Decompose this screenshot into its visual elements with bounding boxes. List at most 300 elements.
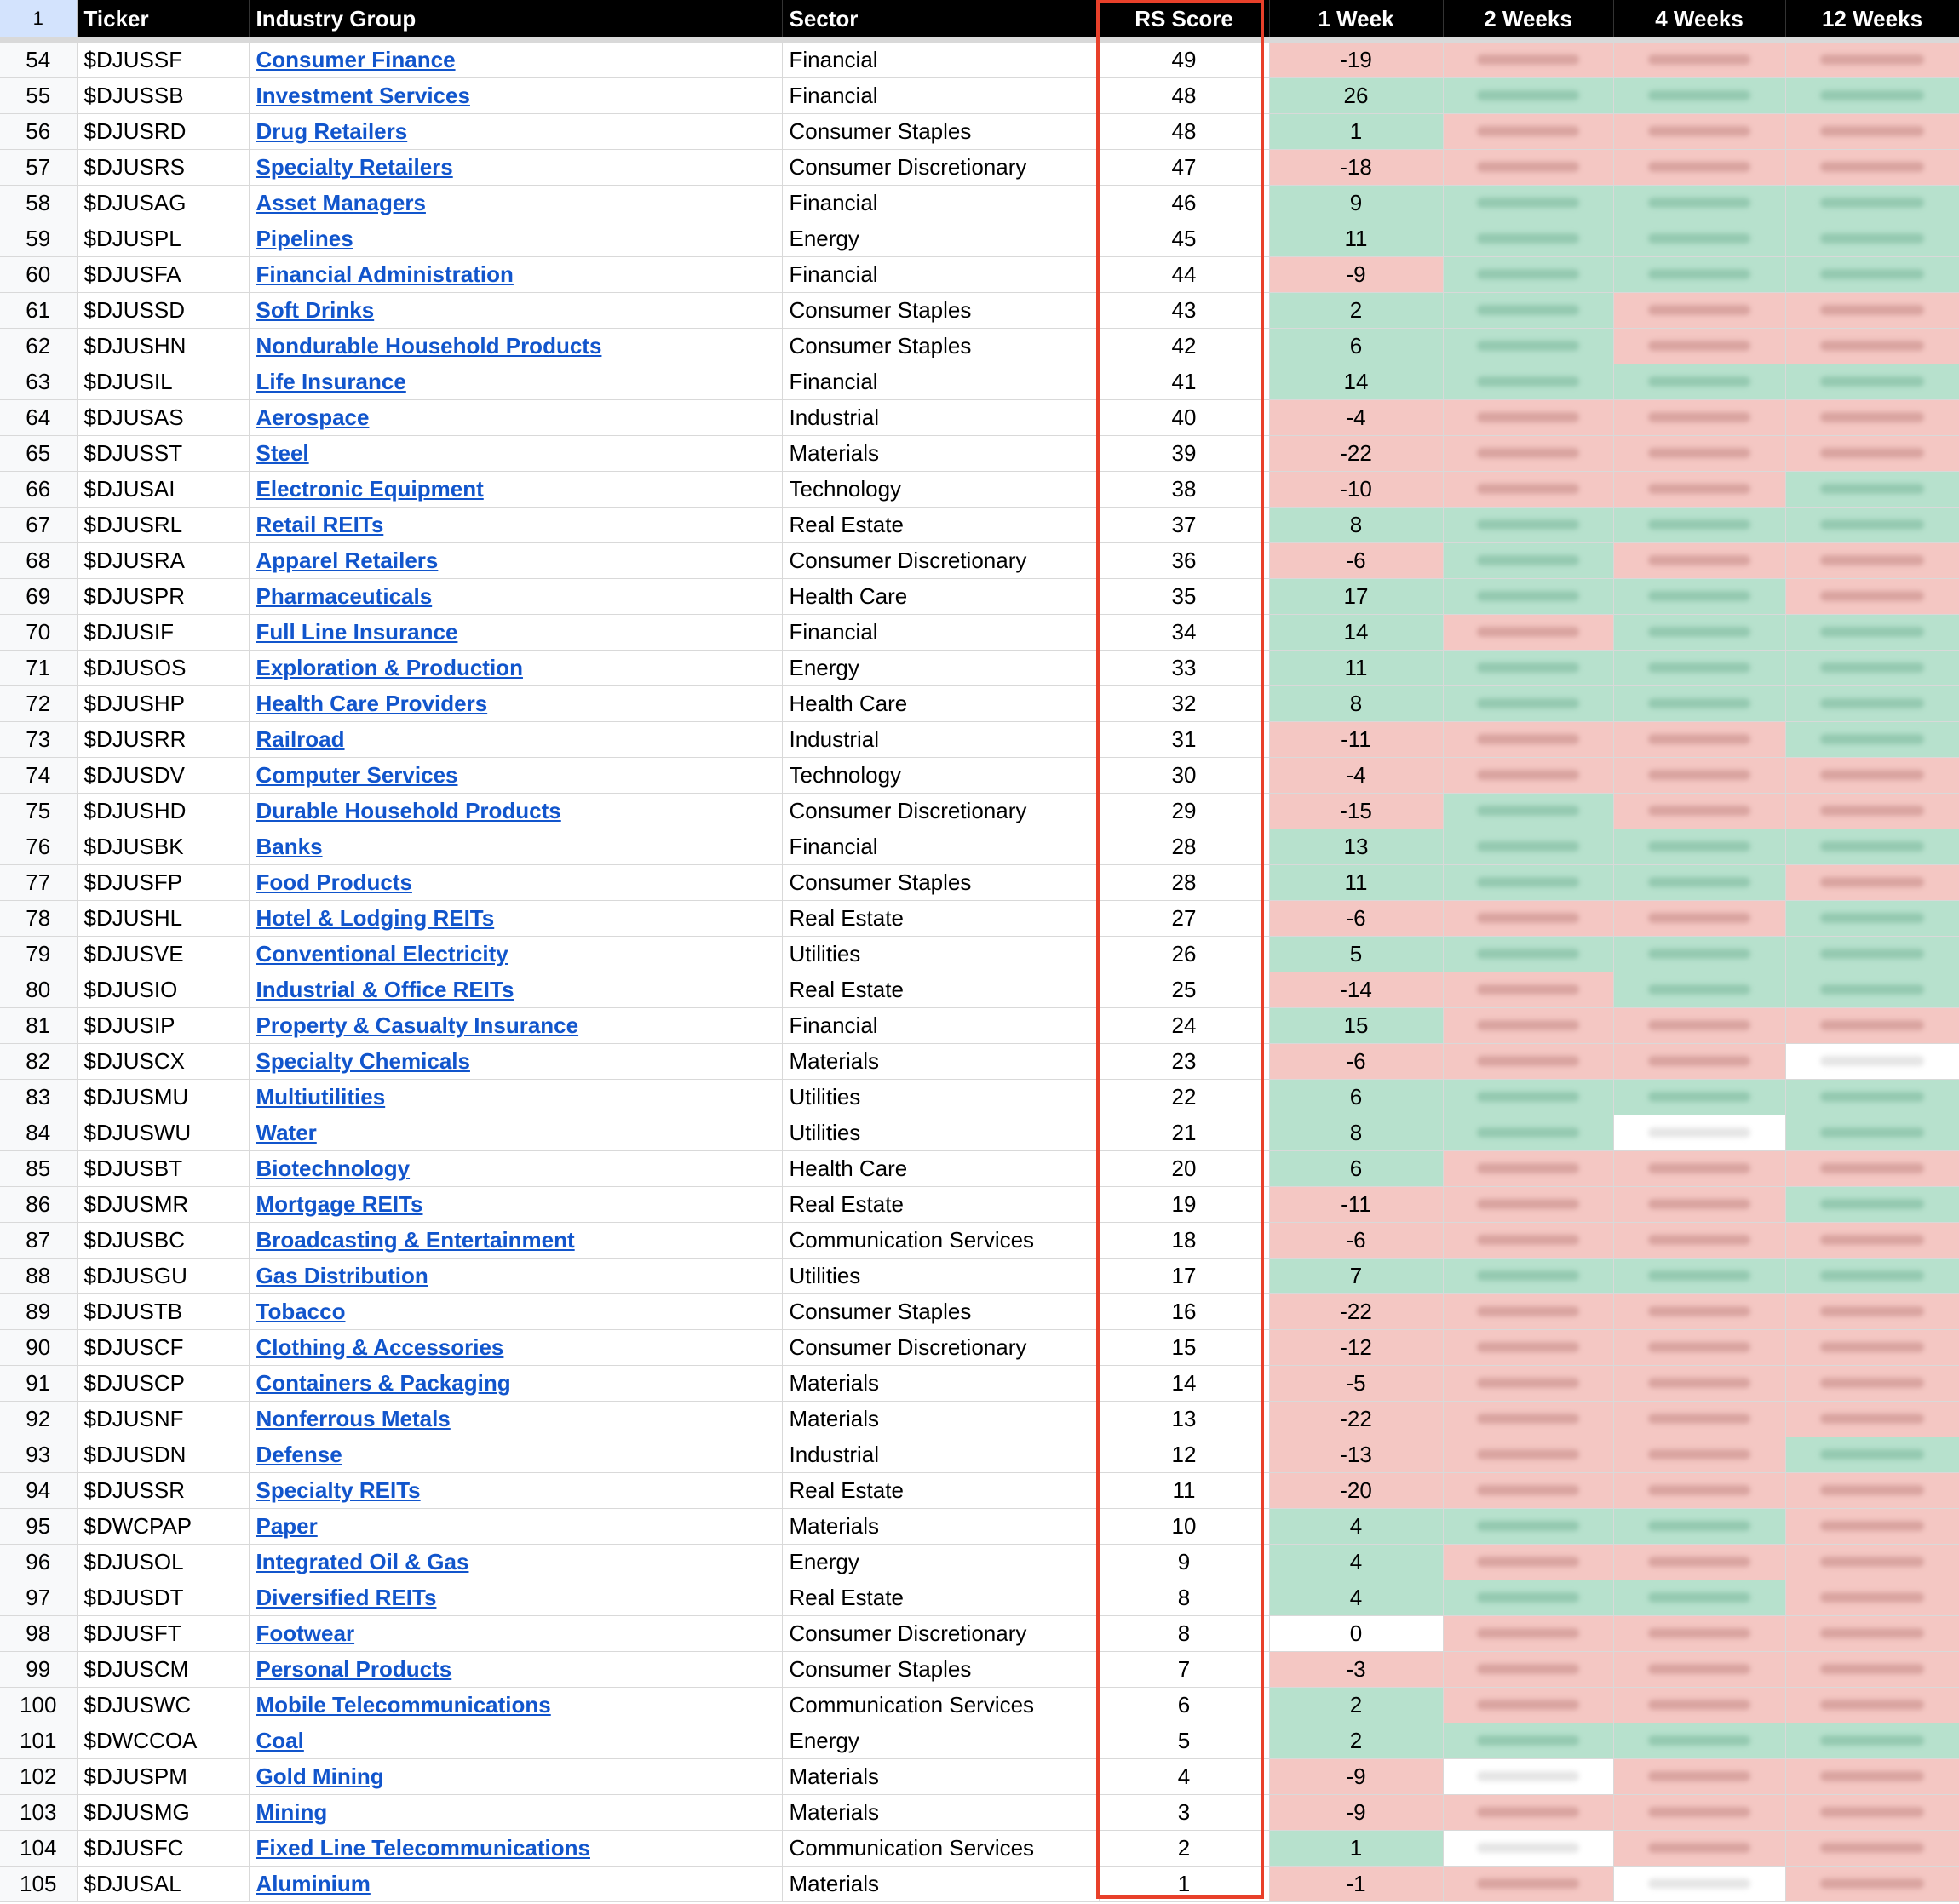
one-week-change-cell[interactable]: 1 <box>1269 1831 1443 1867</box>
one-week-change-cell[interactable]: 1 <box>1269 114 1443 150</box>
ticker-cell[interactable]: $DJUSST <box>77 436 249 472</box>
row-number[interactable]: 61 <box>0 293 77 329</box>
row-number[interactable]: 69 <box>0 579 77 615</box>
industry-group-link[interactable]: Nondurable Household Products <box>256 333 602 358</box>
industry-group-link[interactable]: Personal Products <box>256 1656 452 1682</box>
one-week-change-cell[interactable]: -18 <box>1269 150 1443 186</box>
table-row[interactable] <box>0 1509 1959 1545</box>
four-weeks-blurred-cell[interactable] <box>1613 293 1785 329</box>
two-weeks-blurred-cell[interactable] <box>1443 1831 1613 1867</box>
one-week-change-cell[interactable]: 5 <box>1269 937 1443 972</box>
one-week-change-cell[interactable]: 2 <box>1269 1723 1443 1759</box>
one-week-change-cell[interactable]: 4 <box>1269 1545 1443 1580</box>
two-weeks-blurred-cell[interactable] <box>1443 686 1613 722</box>
rs-score-cell[interactable]: 8 <box>1099 1580 1269 1616</box>
ticker-cell[interactable]: $DJUSFP <box>77 865 249 901</box>
row-number[interactable]: 79 <box>0 937 77 972</box>
industry-group-cell[interactable] <box>249 329 782 364</box>
industry-group-link[interactable]: Mobile Telecommunications <box>256 1692 551 1718</box>
sector-cell[interactable]: Materials <box>782 1509 1099 1545</box>
row-number[interactable]: 72 <box>0 686 77 722</box>
sector-cell[interactable]: Financial <box>782 186 1099 221</box>
four-weeks-blurred-cell[interactable] <box>1613 329 1785 364</box>
two-weeks-blurred-cell[interactable] <box>1443 901 1613 937</box>
table-row[interactable] <box>0 1795 1959 1831</box>
rs-score-cell[interactable]: 21 <box>1099 1115 1269 1151</box>
two-weeks-blurred-cell[interactable] <box>1443 1759 1613 1795</box>
sector-cell[interactable]: Energy <box>782 1723 1099 1759</box>
industry-group-link[interactable]: Water <box>256 1120 317 1145</box>
header-row-number[interactable]: 1 <box>0 0 77 37</box>
sector-cell[interactable]: Health Care <box>782 686 1099 722</box>
ticker-cell[interactable]: $DJUSPR <box>77 579 249 615</box>
row-number[interactable]: 85 <box>0 1151 77 1187</box>
header-ticker[interactable]: Ticker <box>77 0 249 37</box>
rs-score-cell[interactable]: 28 <box>1099 829 1269 865</box>
four-weeks-blurred-cell[interactable] <box>1613 579 1785 615</box>
two-weeks-blurred-cell[interactable] <box>1443 329 1613 364</box>
header-sector[interactable]: Sector <box>782 0 1099 37</box>
rs-score-cell[interactable]: 7 <box>1099 1652 1269 1688</box>
four-weeks-blurred-cell[interactable] <box>1613 1759 1785 1795</box>
rs-score-cell[interactable]: 9 <box>1099 1545 1269 1580</box>
ticker-cell[interactable]: $DJUSSR <box>77 1473 249 1509</box>
twelve-weeks-blurred-cell[interactable] <box>1785 794 1959 829</box>
sector-cell[interactable]: Energy <box>782 221 1099 257</box>
two-weeks-blurred-cell[interactable] <box>1443 1723 1613 1759</box>
row-number[interactable]: 65 <box>0 436 77 472</box>
table-row[interactable] <box>0 794 1959 829</box>
twelve-weeks-blurred-cell[interactable] <box>1785 1473 1959 1509</box>
one-week-change-cell[interactable]: -22 <box>1269 1402 1443 1437</box>
two-weeks-blurred-cell[interactable] <box>1443 579 1613 615</box>
table-row[interactable] <box>0 543 1959 579</box>
two-weeks-blurred-cell[interactable] <box>1443 257 1613 293</box>
rs-score-cell[interactable]: 1 <box>1099 1867 1269 1902</box>
row-number[interactable]: 56 <box>0 114 77 150</box>
rs-score-cell[interactable]: 26 <box>1099 937 1269 972</box>
twelve-weeks-blurred-cell[interactable] <box>1785 1580 1959 1616</box>
industry-group-link[interactable]: Life Insurance <box>256 369 406 394</box>
industry-group-link[interactable]: Gas Distribution <box>256 1263 428 1288</box>
four-weeks-blurred-cell[interactable] <box>1613 937 1785 972</box>
industry-group-cell[interactable] <box>249 78 782 114</box>
rs-score-cell[interactable]: 29 <box>1099 794 1269 829</box>
industry-group-cell[interactable] <box>249 686 782 722</box>
one-week-change-cell[interactable]: 8 <box>1269 508 1443 543</box>
two-weeks-blurred-cell[interactable] <box>1443 364 1613 400</box>
row-number[interactable]: 55 <box>0 78 77 114</box>
industry-group-link[interactable]: Multiutilities <box>256 1084 386 1110</box>
row-number[interactable]: 78 <box>0 901 77 937</box>
four-weeks-blurred-cell[interactable] <box>1613 257 1785 293</box>
industry-group-link[interactable]: Drug Retailers <box>256 118 408 144</box>
industry-group-link[interactable]: Integrated Oil & Gas <box>256 1549 469 1574</box>
header-2-weeks[interactable]: 2 Weeks <box>1443 0 1613 37</box>
rs-score-cell[interactable]: 48 <box>1099 78 1269 114</box>
row-number[interactable]: 95 <box>0 1509 77 1545</box>
table-row[interactable] <box>0 508 1959 543</box>
two-weeks-blurred-cell[interactable] <box>1443 508 1613 543</box>
four-weeks-blurred-cell[interactable] <box>1613 1473 1785 1509</box>
one-week-change-cell[interactable]: -3 <box>1269 1652 1443 1688</box>
row-number[interactable]: 104 <box>0 1831 77 1867</box>
one-week-change-cell[interactable]: -19 <box>1269 43 1443 78</box>
sector-cell[interactable]: Communication Services <box>782 1223 1099 1259</box>
rs-score-cell[interactable]: 3 <box>1099 1795 1269 1831</box>
industry-group-link[interactable]: Exploration & Production <box>256 655 523 680</box>
four-weeks-blurred-cell[interactable] <box>1613 1080 1785 1115</box>
industry-group-cell[interactable] <box>249 1723 782 1759</box>
two-weeks-blurred-cell[interactable] <box>1443 436 1613 472</box>
twelve-weeks-blurred-cell[interactable] <box>1785 615 1959 651</box>
two-weeks-blurred-cell[interactable] <box>1443 1008 1613 1044</box>
table-row[interactable] <box>0 865 1959 901</box>
sector-cell[interactable]: Real Estate <box>782 1473 1099 1509</box>
industry-group-cell[interactable] <box>249 1473 782 1509</box>
sector-cell[interactable]: Energy <box>782 651 1099 686</box>
industry-group-cell[interactable] <box>249 651 782 686</box>
four-weeks-blurred-cell[interactable] <box>1613 1867 1785 1902</box>
two-weeks-blurred-cell[interactable] <box>1443 43 1613 78</box>
table-row[interactable] <box>0 829 1959 865</box>
table-row[interactable] <box>0 257 1959 293</box>
header-12-weeks[interactable]: 12 Weeks <box>1785 0 1959 37</box>
four-weeks-blurred-cell[interactable] <box>1613 221 1785 257</box>
sector-cell[interactable]: Financial <box>782 829 1099 865</box>
ticker-cell[interactable]: $DJUSPL <box>77 221 249 257</box>
ticker-cell[interactable]: $DJUSNF <box>77 1402 249 1437</box>
twelve-weeks-blurred-cell[interactable] <box>1785 758 1959 794</box>
ticker-cell[interactable]: $DJUSIF <box>77 615 249 651</box>
ticker-cell[interactable]: $DJUSIO <box>77 972 249 1008</box>
two-weeks-blurred-cell[interactable] <box>1443 221 1613 257</box>
table-row[interactable] <box>0 1402 1959 1437</box>
sector-cell[interactable]: Real Estate <box>782 508 1099 543</box>
twelve-weeks-blurred-cell[interactable] <box>1785 293 1959 329</box>
table-row[interactable] <box>0 1831 1959 1867</box>
table-row[interactable] <box>0 722 1959 758</box>
industry-group-link[interactable]: Investment Services <box>256 83 470 108</box>
industry-group-link[interactable]: Specialty Retailers <box>256 154 453 180</box>
four-weeks-blurred-cell[interactable] <box>1613 651 1785 686</box>
twelve-weeks-blurred-cell[interactable] <box>1785 1402 1959 1437</box>
industry-group-link[interactable]: Clothing & Accessories <box>256 1334 504 1360</box>
ticker-cell[interactable]: $DJUSCP <box>77 1366 249 1402</box>
one-week-change-cell[interactable]: 14 <box>1269 615 1443 651</box>
twelve-weeks-blurred-cell[interactable] <box>1785 1688 1959 1723</box>
ticker-cell[interactable]: $DJUSSB <box>77 78 249 114</box>
twelve-weeks-blurred-cell[interactable] <box>1785 436 1959 472</box>
sector-cell[interactable]: Real Estate <box>782 901 1099 937</box>
ticker-cell[interactable]: $DJUSCM <box>77 1652 249 1688</box>
industry-group-link[interactable]: Soft Drinks <box>256 297 375 323</box>
industry-group-cell[interactable] <box>249 1795 782 1831</box>
four-weeks-blurred-cell[interactable] <box>1613 186 1785 221</box>
table-row[interactable] <box>0 1044 1959 1080</box>
two-weeks-blurred-cell[interactable] <box>1443 293 1613 329</box>
industry-group-cell[interactable] <box>249 293 782 329</box>
four-weeks-blurred-cell[interactable] <box>1613 1366 1785 1402</box>
table-row[interactable] <box>0 364 1959 400</box>
sector-cell[interactable]: Real Estate <box>782 1580 1099 1616</box>
industry-group-cell[interactable] <box>249 1330 782 1366</box>
two-weeks-blurred-cell[interactable] <box>1443 1187 1613 1223</box>
two-weeks-blurred-cell[interactable] <box>1443 1545 1613 1580</box>
header-1-week[interactable]: 1 Week <box>1269 0 1443 37</box>
four-weeks-blurred-cell[interactable] <box>1613 436 1785 472</box>
one-week-change-cell[interactable]: -13 <box>1269 1437 1443 1473</box>
table-row[interactable] <box>0 579 1959 615</box>
row-number[interactable]: 58 <box>0 186 77 221</box>
rs-score-cell[interactable]: 5 <box>1099 1723 1269 1759</box>
ticker-cell[interactable]: $DJUSWU <box>77 1115 249 1151</box>
ticker-cell[interactable]: $DJUSVE <box>77 937 249 972</box>
sector-cell[interactable]: Consumer Discretionary <box>782 543 1099 579</box>
ticker-cell[interactable]: $DJUSOL <box>77 1545 249 1580</box>
one-week-change-cell[interactable]: 11 <box>1269 865 1443 901</box>
table-row[interactable] <box>0 1187 1959 1223</box>
table-row[interactable] <box>0 615 1959 651</box>
ticker-cell[interactable]: $DJUSHD <box>77 794 249 829</box>
rs-score-cell[interactable]: 30 <box>1099 758 1269 794</box>
rs-score-cell[interactable]: 48 <box>1099 114 1269 150</box>
ticker-cell[interactable]: $DJUSRL <box>77 508 249 543</box>
rs-score-cell[interactable]: 36 <box>1099 543 1269 579</box>
row-number[interactable]: 77 <box>0 865 77 901</box>
two-weeks-blurred-cell[interactable] <box>1443 1437 1613 1473</box>
four-weeks-blurred-cell[interactable] <box>1613 1115 1785 1151</box>
industry-group-cell[interactable] <box>249 114 782 150</box>
four-weeks-blurred-cell[interactable] <box>1613 686 1785 722</box>
four-weeks-blurred-cell[interactable] <box>1613 1723 1785 1759</box>
sector-cell[interactable]: Materials <box>782 1759 1099 1795</box>
ticker-cell[interactable]: $DJUSOS <box>77 651 249 686</box>
sector-cell[interactable]: Materials <box>782 1867 1099 1902</box>
sector-cell[interactable]: Health Care <box>782 579 1099 615</box>
twelve-weeks-blurred-cell[interactable] <box>1785 1509 1959 1545</box>
sector-cell[interactable]: Financial <box>782 364 1099 400</box>
four-weeks-blurred-cell[interactable] <box>1613 78 1785 114</box>
industry-group-link[interactable]: Aluminium <box>256 1871 371 1896</box>
ticker-cell[interactable]: $DJUSAI <box>77 472 249 508</box>
industry-group-link[interactable]: Railroad <box>256 726 345 752</box>
industry-group-cell[interactable] <box>249 1187 782 1223</box>
one-week-change-cell[interactable]: 4 <box>1269 1509 1443 1545</box>
sector-cell[interactable]: Utilities <box>782 1259 1099 1294</box>
row-number[interactable]: 94 <box>0 1473 77 1509</box>
industry-group-link[interactable]: Durable Household Products <box>256 798 561 823</box>
four-weeks-blurred-cell[interactable] <box>1613 1294 1785 1330</box>
ticker-cell[interactable]: $DJUSCX <box>77 1044 249 1080</box>
table-row[interactable] <box>0 150 1959 186</box>
sector-cell[interactable]: Communication Services <box>782 1688 1099 1723</box>
industry-group-link[interactable]: Biotechnology <box>256 1156 411 1181</box>
row-number[interactable]: 98 <box>0 1616 77 1652</box>
industry-group-link[interactable]: Hotel & Lodging REITs <box>256 905 495 931</box>
four-weeks-blurred-cell[interactable] <box>1613 508 1785 543</box>
two-weeks-blurred-cell[interactable] <box>1443 1795 1613 1831</box>
twelve-weeks-blurred-cell[interactable] <box>1785 114 1959 150</box>
two-weeks-blurred-cell[interactable] <box>1443 150 1613 186</box>
one-week-change-cell[interactable]: 17 <box>1269 579 1443 615</box>
industry-group-link[interactable]: Gold Mining <box>256 1763 384 1789</box>
row-number[interactable]: 101 <box>0 1723 77 1759</box>
four-weeks-blurred-cell[interactable] <box>1613 1688 1785 1723</box>
one-week-change-cell[interactable]: 2 <box>1269 1688 1443 1723</box>
one-week-change-cell[interactable]: -6 <box>1269 1223 1443 1259</box>
industry-group-link[interactable]: Financial Administration <box>256 261 514 287</box>
industry-group-cell[interactable] <box>249 794 782 829</box>
one-week-change-cell[interactable]: -14 <box>1269 972 1443 1008</box>
two-weeks-blurred-cell[interactable] <box>1443 472 1613 508</box>
industry-group-link[interactable]: Coal <box>256 1728 304 1753</box>
four-weeks-blurred-cell[interactable] <box>1613 1437 1785 1473</box>
industry-group-cell[interactable] <box>249 1580 782 1616</box>
ticker-cell[interactable]: $DJUSGU <box>77 1259 249 1294</box>
ticker-cell[interactable]: $DJUSIL <box>77 364 249 400</box>
table-row[interactable] <box>0 651 1959 686</box>
row-number[interactable]: 86 <box>0 1187 77 1223</box>
four-weeks-blurred-cell[interactable] <box>1613 472 1785 508</box>
sector-cell[interactable]: Communication Services <box>782 1831 1099 1867</box>
industry-group-link[interactable]: Consumer Finance <box>256 47 456 72</box>
two-weeks-blurred-cell[interactable] <box>1443 78 1613 114</box>
row-number[interactable]: 60 <box>0 257 77 293</box>
industry-group-cell[interactable] <box>249 543 782 579</box>
sector-cell[interactable]: Consumer Staples <box>782 293 1099 329</box>
sector-cell[interactable]: Technology <box>782 472 1099 508</box>
twelve-weeks-blurred-cell[interactable] <box>1785 78 1959 114</box>
twelve-weeks-blurred-cell[interactable] <box>1785 937 1959 972</box>
industry-group-link[interactable]: Full Line Insurance <box>256 619 458 645</box>
sector-cell[interactable]: Consumer Staples <box>782 329 1099 364</box>
rs-score-cell[interactable]: 32 <box>1099 686 1269 722</box>
sector-cell[interactable]: Materials <box>782 1044 1099 1080</box>
one-week-change-cell[interactable]: -6 <box>1269 901 1443 937</box>
row-number[interactable]: 83 <box>0 1080 77 1115</box>
rs-score-cell[interactable]: 35 <box>1099 579 1269 615</box>
sector-cell[interactable]: Industrial <box>782 722 1099 758</box>
ticker-cell[interactable]: $DJUSFC <box>77 1831 249 1867</box>
industry-group-cell[interactable] <box>249 758 782 794</box>
industry-group-cell[interactable] <box>249 901 782 937</box>
twelve-weeks-blurred-cell[interactable] <box>1785 364 1959 400</box>
header-rs-score[interactable]: RS Score <box>1099 0 1269 37</box>
industry-group-link[interactable]: Mining <box>256 1799 328 1825</box>
row-number[interactable]: 62 <box>0 329 77 364</box>
rs-score-cell[interactable]: 44 <box>1099 257 1269 293</box>
table-row[interactable] <box>0 1330 1959 1366</box>
industry-group-cell[interactable] <box>249 829 782 865</box>
industry-group-cell[interactable] <box>249 1509 782 1545</box>
table-row[interactable] <box>0 1759 1959 1795</box>
twelve-weeks-blurred-cell[interactable] <box>1785 1437 1959 1473</box>
one-week-change-cell[interactable]: 26 <box>1269 78 1443 114</box>
twelve-weeks-blurred-cell[interactable] <box>1785 221 1959 257</box>
rs-score-cell[interactable]: 33 <box>1099 651 1269 686</box>
rs-score-cell[interactable]: 16 <box>1099 1294 1269 1330</box>
sector-cell[interactable]: Consumer Staples <box>782 1294 1099 1330</box>
twelve-weeks-blurred-cell[interactable] <box>1785 1008 1959 1044</box>
industry-group-cell[interactable] <box>249 43 782 78</box>
one-week-change-cell[interactable]: -20 <box>1269 1473 1443 1509</box>
industry-group-cell[interactable] <box>249 1759 782 1795</box>
row-number[interactable]: 99 <box>0 1652 77 1688</box>
industry-group-link[interactable]: Asset Managers <box>256 190 426 215</box>
ticker-cell[interactable]: $DJUSTB <box>77 1294 249 1330</box>
sector-cell[interactable]: Materials <box>782 436 1099 472</box>
rs-score-cell[interactable]: 22 <box>1099 1080 1269 1115</box>
twelve-weeks-blurred-cell[interactable] <box>1785 257 1959 293</box>
one-week-change-cell[interactable]: 8 <box>1269 1115 1443 1151</box>
row-number[interactable]: 76 <box>0 829 77 865</box>
twelve-weeks-blurred-cell[interactable] <box>1785 1223 1959 1259</box>
twelve-weeks-blurred-cell[interactable] <box>1785 829 1959 865</box>
industry-group-cell[interactable] <box>249 1616 782 1652</box>
ticker-cell[interactable]: $DJUSHL <box>77 901 249 937</box>
rs-score-cell[interactable]: 25 <box>1099 972 1269 1008</box>
ticker-cell[interactable]: $DJUSHN <box>77 329 249 364</box>
twelve-weeks-blurred-cell[interactable] <box>1785 150 1959 186</box>
sector-cell[interactable]: Consumer Discretionary <box>782 1616 1099 1652</box>
industry-group-link[interactable]: Apparel Retailers <box>256 548 439 573</box>
four-weeks-blurred-cell[interactable] <box>1613 1151 1785 1187</box>
industry-group-cell[interactable] <box>249 722 782 758</box>
ticker-cell[interactable]: $DJUSRD <box>77 114 249 150</box>
one-week-change-cell[interactable]: -11 <box>1269 1187 1443 1223</box>
industry-group-cell[interactable] <box>249 508 782 543</box>
rs-score-cell[interactable]: 10 <box>1099 1509 1269 1545</box>
industry-group-cell[interactable] <box>249 221 782 257</box>
twelve-weeks-blurred-cell[interactable] <box>1785 1330 1959 1366</box>
table-row[interactable] <box>0 1151 1959 1187</box>
row-number[interactable]: 96 <box>0 1545 77 1580</box>
four-weeks-blurred-cell[interactable] <box>1613 1580 1785 1616</box>
two-weeks-blurred-cell[interactable] <box>1443 722 1613 758</box>
two-weeks-blurred-cell[interactable] <box>1443 1509 1613 1545</box>
four-weeks-blurred-cell[interactable] <box>1613 543 1785 579</box>
table-row[interactable] <box>0 1545 1959 1580</box>
table-row[interactable] <box>0 1473 1959 1509</box>
row-number[interactable]: 103 <box>0 1795 77 1831</box>
rs-score-cell[interactable]: 15 <box>1099 1330 1269 1366</box>
four-weeks-blurred-cell[interactable] <box>1613 1008 1785 1044</box>
one-week-change-cell[interactable]: -11 <box>1269 722 1443 758</box>
two-weeks-blurred-cell[interactable] <box>1443 651 1613 686</box>
ticker-cell[interactable]: $DJUSMU <box>77 1080 249 1115</box>
rs-score-cell[interactable]: 37 <box>1099 508 1269 543</box>
sector-cell[interactable]: Industrial <box>782 400 1099 436</box>
one-week-change-cell[interactable]: 6 <box>1269 1151 1443 1187</box>
two-weeks-blurred-cell[interactable] <box>1443 1044 1613 1080</box>
ticker-cell[interactable]: $DJUSPM <box>77 1759 249 1795</box>
header-4-weeks[interactable]: 4 Weeks <box>1613 0 1785 37</box>
twelve-weeks-blurred-cell[interactable] <box>1785 722 1959 758</box>
industry-group-cell[interactable] <box>249 1223 782 1259</box>
row-number[interactable]: 92 <box>0 1402 77 1437</box>
twelve-weeks-blurred-cell[interactable] <box>1785 1867 1959 1902</box>
industry-group-cell[interactable] <box>249 1294 782 1330</box>
ticker-cell[interactable]: $DJUSRR <box>77 722 249 758</box>
rs-score-cell[interactable]: 11 <box>1099 1473 1269 1509</box>
table-row[interactable] <box>0 78 1959 114</box>
row-number[interactable]: 82 <box>0 1044 77 1080</box>
table-row[interactable] <box>0 293 1959 329</box>
industry-group-link[interactable]: Computer Services <box>256 762 458 788</box>
twelve-weeks-blurred-cell[interactable] <box>1785 1366 1959 1402</box>
twelve-weeks-blurred-cell[interactable] <box>1785 1759 1959 1795</box>
